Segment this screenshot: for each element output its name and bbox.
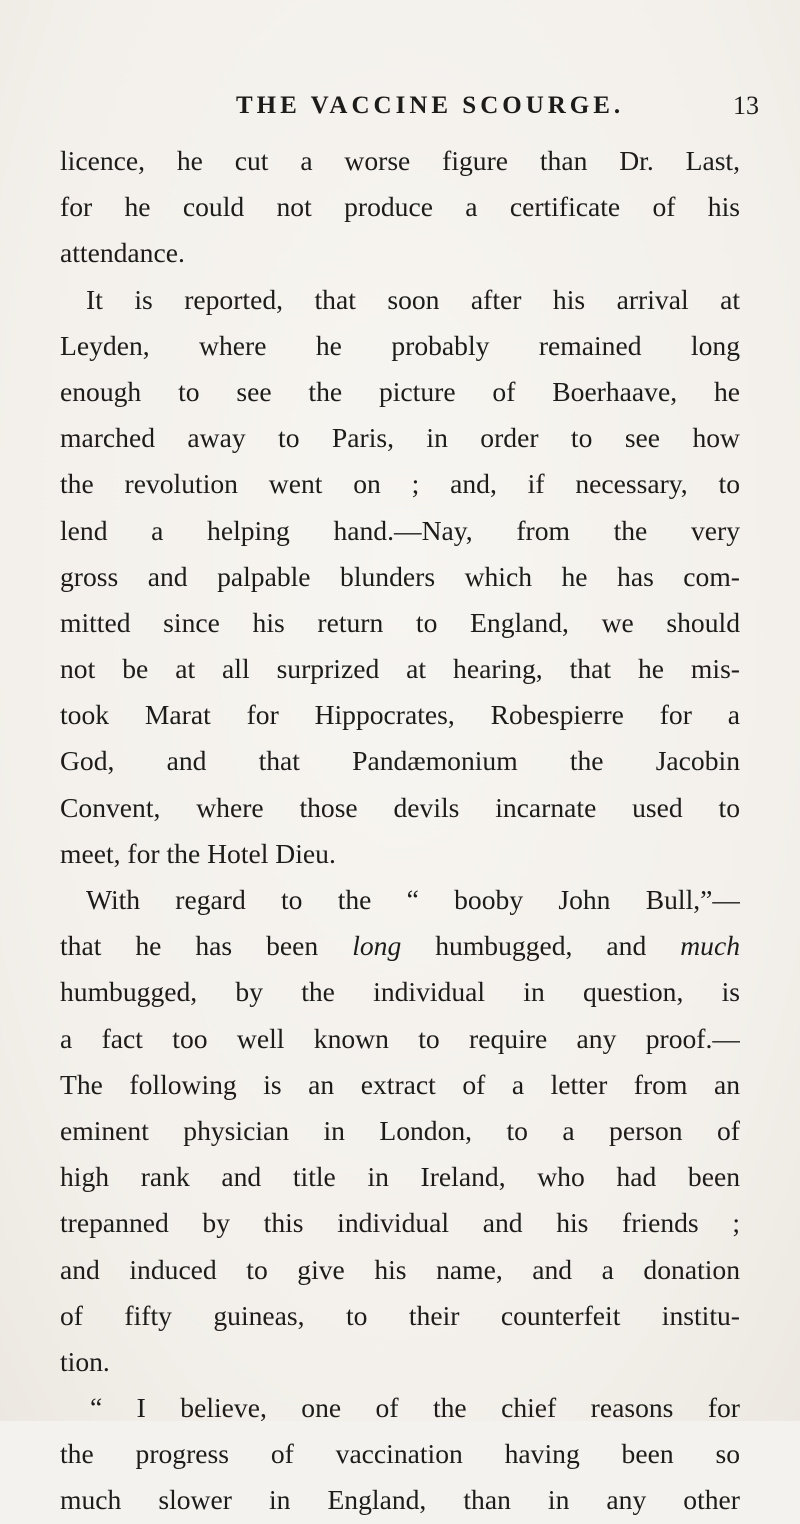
paragraph-start-line: With regard to the “ booby John Bull,”—	[86, 884, 740, 915]
text-line: God, and that Pandæmonium the Jacobin	[60, 745, 740, 777]
italic-word: long	[352, 930, 402, 962]
text-line: high rank and title in Ireland, who had been	[60, 1161, 740, 1193]
italic-word: much	[680, 930, 740, 962]
text-line: the progress of vaccination having been so	[60, 1438, 740, 1470]
text-line: for he could not produce a certificate of his	[60, 191, 740, 223]
text-line: a fact too well known to require any proof.—	[60, 1022, 740, 1054]
text-line: attendance.	[60, 237, 185, 269]
body-text	[60, 138, 740, 1524]
page-number: 13	[733, 91, 759, 120]
text-line: marched away to Paris, in order to see how	[60, 422, 740, 454]
paragraph-start-line: It is reported, that soon after his arrival at	[86, 283, 740, 315]
text-line: of fifty guineas, to their counterfeit institu-	[60, 1299, 740, 1331]
text-line: trepanned by this individual and his friends ;	[60, 1207, 740, 1239]
text-line: lend a helping hand.—Nay, from the very	[60, 514, 740, 546]
text-line: and induced to give his name, and a donation	[60, 1253, 740, 1285]
running-head	[0, 86, 800, 126]
text-line: much slower in England, than in any other	[60, 1484, 740, 1516]
text-line: took Marat for Hippocrates, Robespierre for a	[60, 699, 740, 731]
text-line: eminent physician in London, to a person of	[60, 1114, 740, 1146]
text-line: humbugged, by the individual in question, is	[60, 976, 740, 1008]
text-line: tion.	[60, 1345, 110, 1377]
text-line: gross and palpable blunders which he has com-	[60, 560, 740, 592]
text-line: Convent, where those devils incarnate used to	[60, 791, 740, 823]
text-line: licence, he cut a worse figure than Dr. Last,	[60, 145, 740, 176]
text-line: enough to see the picture of Boerhaave, he	[60, 375, 740, 407]
text-line: The following is an extract of a letter from an	[60, 1068, 740, 1100]
text-run: humbugged, and	[401, 930, 681, 962]
text-line: the revolution went on ; and, if necessary, to	[60, 468, 740, 500]
text-line: not be at all surprized at hearing, that he mis-	[60, 653, 740, 685]
running-title: THE VACCINE SCOURGE.	[236, 92, 625, 119]
text-line: mitted since his return to England, we should	[60, 606, 740, 638]
text-line: Leyden, where he probably remained long	[60, 329, 740, 361]
text-line: meet, for the Hotel Dieu.	[60, 837, 336, 869]
paragraph-start-line: “ I believe, one of the chief reasons for	[90, 1392, 740, 1424]
text-run: that he has been	[60, 930, 353, 962]
text-line	[60, 923, 740, 969]
